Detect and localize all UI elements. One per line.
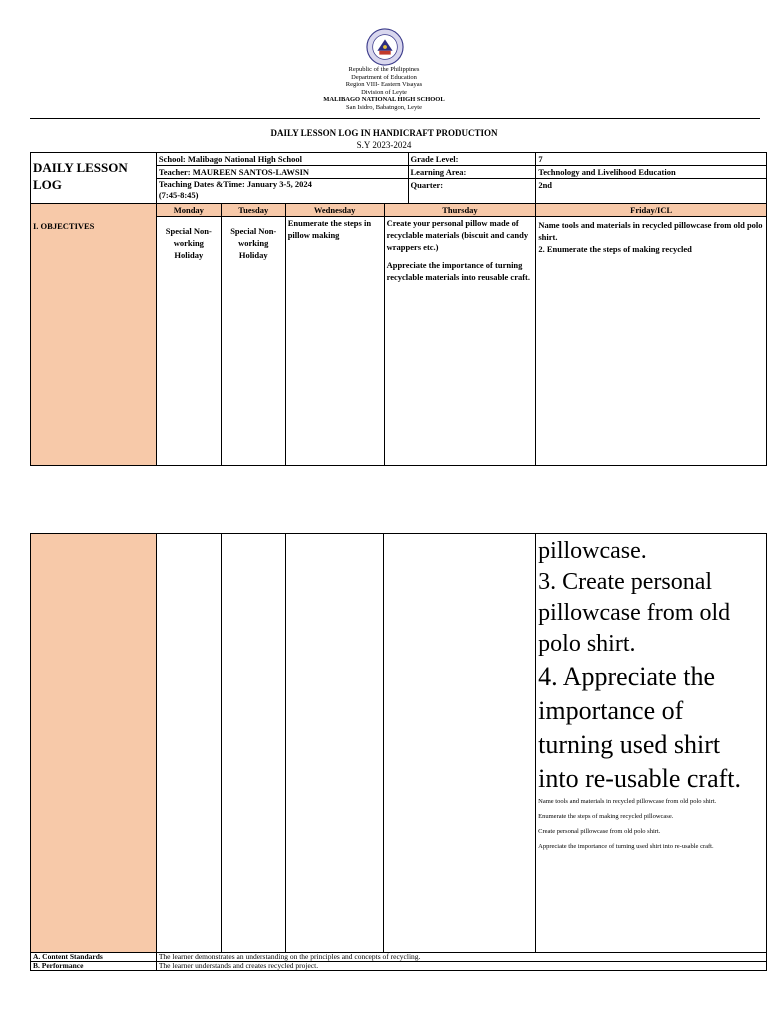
objectives-label: I. OBJECTIVES xyxy=(31,204,157,466)
dll-label: DAILY LESSON LOG xyxy=(31,153,157,204)
grade-label: Grade Level: xyxy=(408,153,536,166)
thursday-objective: Appreciate the importance of turning recyclable materials into reusable craft. xyxy=(386,260,531,282)
objectives-label-continued xyxy=(31,534,157,953)
letterhead xyxy=(0,66,768,112)
school-year: S.Y 2023-2024 xyxy=(356,140,412,150)
teacher-field: Teacher: MAUREEN SANTOS-LAWSIN xyxy=(156,166,408,179)
thursday-objectives xyxy=(384,217,536,466)
thursday-objective: Create your personal pillow made of recyclable materials (biscuit and candy wrappers etc.) xyxy=(386,218,529,252)
friday-objective: pillowcase. xyxy=(538,538,647,564)
content-standards-label: A. Content Standards xyxy=(31,953,157,962)
school-name: MALIBAGO NATIONAL HIGH SCHOOL xyxy=(323,96,445,104)
performance-label: B. Performance xyxy=(31,962,157,971)
wednesday-cell xyxy=(285,534,384,953)
teaching-dates: Teaching Dates &Time: January 3-5, 2024 xyxy=(158,179,312,189)
monday-cell xyxy=(156,534,221,953)
monday-objective: Special Non-working Holiday xyxy=(156,217,221,466)
day-header-monday: Monday xyxy=(156,204,221,217)
friday-objective: 2. Enumerate the steps of making recycled xyxy=(538,244,692,254)
school-address: San Isidro, Babatngon, Leyte xyxy=(346,103,422,111)
day-header-friday: Friday/ICL xyxy=(536,204,767,217)
letterhead-line: Region VIII- Eastern Visayas xyxy=(345,81,423,89)
friday-objectives xyxy=(536,217,767,466)
performance-text: The learner understands and creates recycled project. xyxy=(156,962,766,971)
friday-objectives-continued xyxy=(536,534,767,953)
quarter-value: 2nd xyxy=(536,179,767,204)
letterhead-line: Division of Leyte xyxy=(361,88,407,96)
lesson-log-table xyxy=(30,152,767,466)
day-header-thursday: Thursday xyxy=(384,204,536,217)
friday-summary: Name tools and materials in recycled pillowcase from old polo shirt. xyxy=(538,798,717,805)
document-title: DAILY LESSON LOG IN HANDICRAFT PRODUCTION xyxy=(270,128,498,138)
wednesday-objective: Enumerate the steps in pillow making xyxy=(285,217,384,466)
school-field: School: Malibago National High School xyxy=(156,153,408,166)
letterhead-line: Department of Education xyxy=(351,73,417,81)
friday-objective: 4. Appreciate the importance of turning used shirt into re-usable craft. xyxy=(538,662,742,793)
day-header-tuesday: Tuesday xyxy=(221,204,285,217)
quarter-label: Quarter: xyxy=(408,179,536,204)
learning-area-label: Learning Area: xyxy=(408,166,536,179)
header-divider xyxy=(30,118,760,119)
friday-summary: Appreciate the importance of turning used shirt into re-usable craft. xyxy=(538,843,714,850)
friday-objective: 3. Create personal pillowcase from old polo shirt. xyxy=(538,569,731,657)
friday-summary: Enumerate the steps of making recycled pillowcase. xyxy=(538,813,674,820)
teaching-time: (7:45-8:45) xyxy=(158,190,199,200)
tuesday-objective: Special Non-working Holiday xyxy=(221,217,285,466)
friday-summary: Create personal pillowcase from old polo shirt. xyxy=(538,828,661,835)
content-standards-text: The learner demonstrates an understanding on the principles and concepts of recycling. xyxy=(156,953,766,962)
deped-seal-logo xyxy=(366,28,404,66)
letterhead-line: Republic of the Philippines xyxy=(348,66,420,73)
friday-objective: Name tools and materials in recycled pillowcase from old polo shirt. xyxy=(538,220,763,242)
learning-area-value: Technology and Livelihood Education xyxy=(536,166,767,179)
thursday-cell xyxy=(384,534,536,953)
teaching-dates-field xyxy=(156,179,408,204)
tuesday-cell xyxy=(221,534,285,953)
grade-value: 7 xyxy=(536,153,767,166)
day-header-wednesday: Wednesday xyxy=(285,204,384,217)
lesson-log-table-continued xyxy=(30,533,767,971)
